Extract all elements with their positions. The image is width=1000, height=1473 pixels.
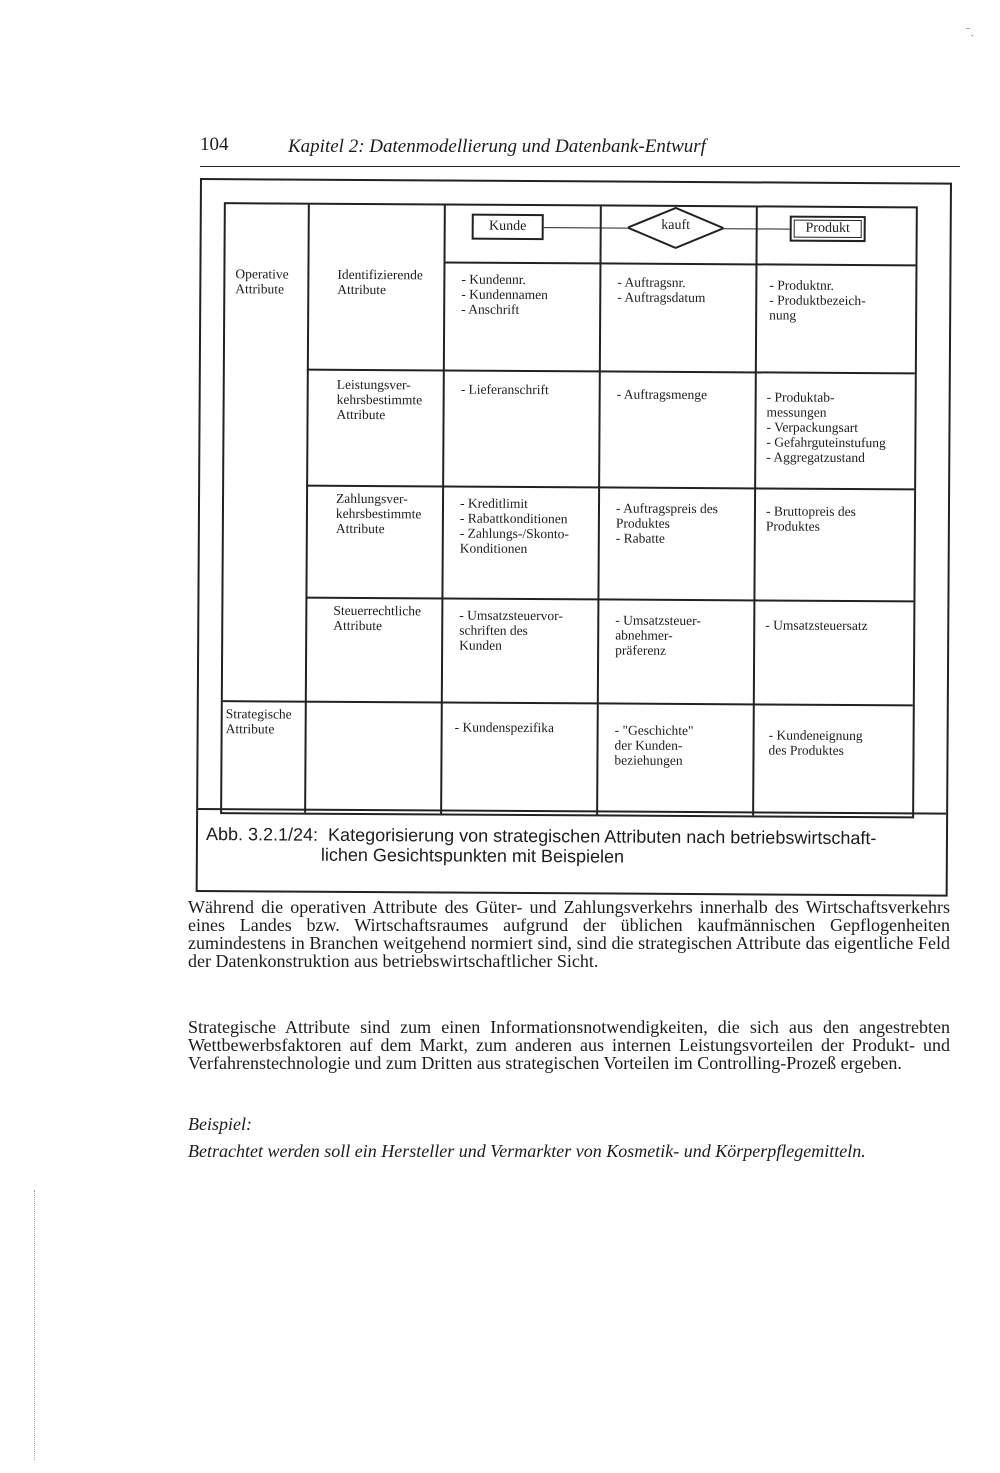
cell-kauft-3: - Auftragspreis des Produktes - Rabatte bbox=[615, 500, 719, 546]
entity-produkt bbox=[790, 216, 866, 242]
row-line-header bbox=[443, 261, 915, 266]
cell-kunde-2: - Lieferanschrift bbox=[460, 381, 549, 398]
caption-number: Abb. 3.2.1/24: bbox=[205, 824, 319, 845]
page-number: 104 bbox=[200, 134, 229, 155]
row-line-3 bbox=[305, 597, 913, 603]
cell-produkt-4: - Umsatzsteuersatz bbox=[765, 617, 868, 634]
caption-line-1: Kategorisierung von strategischen Attributen nach betriebswirtschaft- bbox=[328, 824, 877, 849]
cell-kunde-5: - Kundenspezifika bbox=[454, 719, 555, 736]
row-label-identifizierend: Identifizierende Attribute bbox=[337, 266, 423, 298]
cell-kauft-2: - Auftragsmenge bbox=[616, 386, 708, 403]
row-label-leistung: Leistungsver- kehrsbestimmte Attribute bbox=[336, 376, 423, 423]
example-label: Beispiel: bbox=[188, 1114, 252, 1134]
row-line-1 bbox=[307, 369, 915, 375]
col-line-2 bbox=[440, 205, 446, 813]
entity-kunde-label: Kunde bbox=[488, 218, 527, 234]
row-label-steuer: Steuerrechtliche Attribute bbox=[333, 602, 422, 634]
group-strategic: Strategische Attribute bbox=[225, 706, 292, 737]
scan-margin-marks bbox=[34, 1190, 95, 1460]
row-label-zahlung: Zahlungsver- kehrsbestimmte Attribute bbox=[335, 490, 422, 537]
attribute-table bbox=[220, 202, 918, 818]
cell-kunde-3: - Kreditlimit - Rabattkonditionen - Zahlungs-/Skonto- Konditionen bbox=[459, 495, 570, 557]
example-text: Betrachtet werden soll ein Hersteller und Vermarkter von Kosmetik- und Körperpflegemitteln. bbox=[188, 1141, 866, 1161]
relationship-kauft bbox=[628, 207, 724, 250]
running-title: Kapitel 2: Datenmodellierung und Datenbank-Entwurf bbox=[288, 136, 706, 157]
cell-kunde-1: - Kundennr. - Kundennamen - Anschrift bbox=[461, 271, 548, 317]
figure-frame bbox=[196, 178, 952, 897]
col-line-1 bbox=[304, 205, 310, 813]
cell-kunde-4: - Umsatzsteuervor- schriften des Kunden bbox=[459, 607, 563, 653]
page-header bbox=[200, 130, 960, 167]
col-line-3 bbox=[596, 206, 602, 814]
cell-produkt-2: - Produktab- messungen - Verpackungsart - Gefahrguteinstufung - Aggregatzustand bbox=[766, 389, 886, 466]
caption-line-2: lichen Gesichtspunkten mit Beispielen bbox=[320, 844, 625, 867]
relationship-label: kauft bbox=[661, 217, 691, 233]
connector-right bbox=[724, 228, 790, 229]
scan-mark: ⁻ˎ bbox=[965, 26, 974, 37]
cell-produkt-1: - Produktnr. - Produktbezeich- nung bbox=[769, 277, 866, 323]
row-line-2 bbox=[306, 485, 914, 491]
cell-kauft-5: - "Geschichte" der Kunden- beziehungen bbox=[614, 722, 694, 768]
cell-kauft-4: - Umsatzsteuer- abnehmer- präferenz bbox=[615, 612, 701, 658]
cell-produkt-3: - Bruttopreis des Produktes bbox=[765, 503, 857, 534]
paragraph-2: Strategische Attribute sind zum einen Informationsnotwendigkeiten, die sich aus den angestrebten Wettbewerbsfaktoren auf dem Markt, zum anderen aus internen Leistungsvorteilen der Produkt- und Verfahrenstechnologie und zum Dritten aus strategischen Vorteilen im Controlling-Prozeß ergeben. bbox=[188, 1017, 950, 1073]
cell-kauft-1: - Auftragsnr. - Auftragsdatum bbox=[617, 274, 706, 306]
entity-kunde bbox=[472, 214, 544, 240]
group-operative: Operative Attribute bbox=[235, 266, 289, 297]
paragraph-1: Während die operativen Attribute des Güter- und Zahlungsverkehrs innerhalb des Wirtschaftsverkehrs eines Landes bzw. Wirtschaftsraumes aufgrund der üblichen kaufmännischen Gepflogenheiten zumindestens in Branchen weitgehend normiert sind, sind die strategischen Attribute das eigentliche Feld der Datenkonstruktion aus betriebswirtschaftlicher Sicht. bbox=[188, 897, 950, 971]
row-line-4 bbox=[223, 700, 913, 706]
connector-left bbox=[544, 227, 628, 229]
figure-caption bbox=[206, 824, 936, 868]
caption-box bbox=[198, 808, 946, 895]
col-line-4 bbox=[752, 207, 758, 815]
entity-produkt-inner-border bbox=[794, 220, 862, 238]
cell-produkt-5: - Kundeneignung des Produktes bbox=[768, 727, 863, 758]
entity-produkt-label: Produkt bbox=[805, 220, 850, 236]
